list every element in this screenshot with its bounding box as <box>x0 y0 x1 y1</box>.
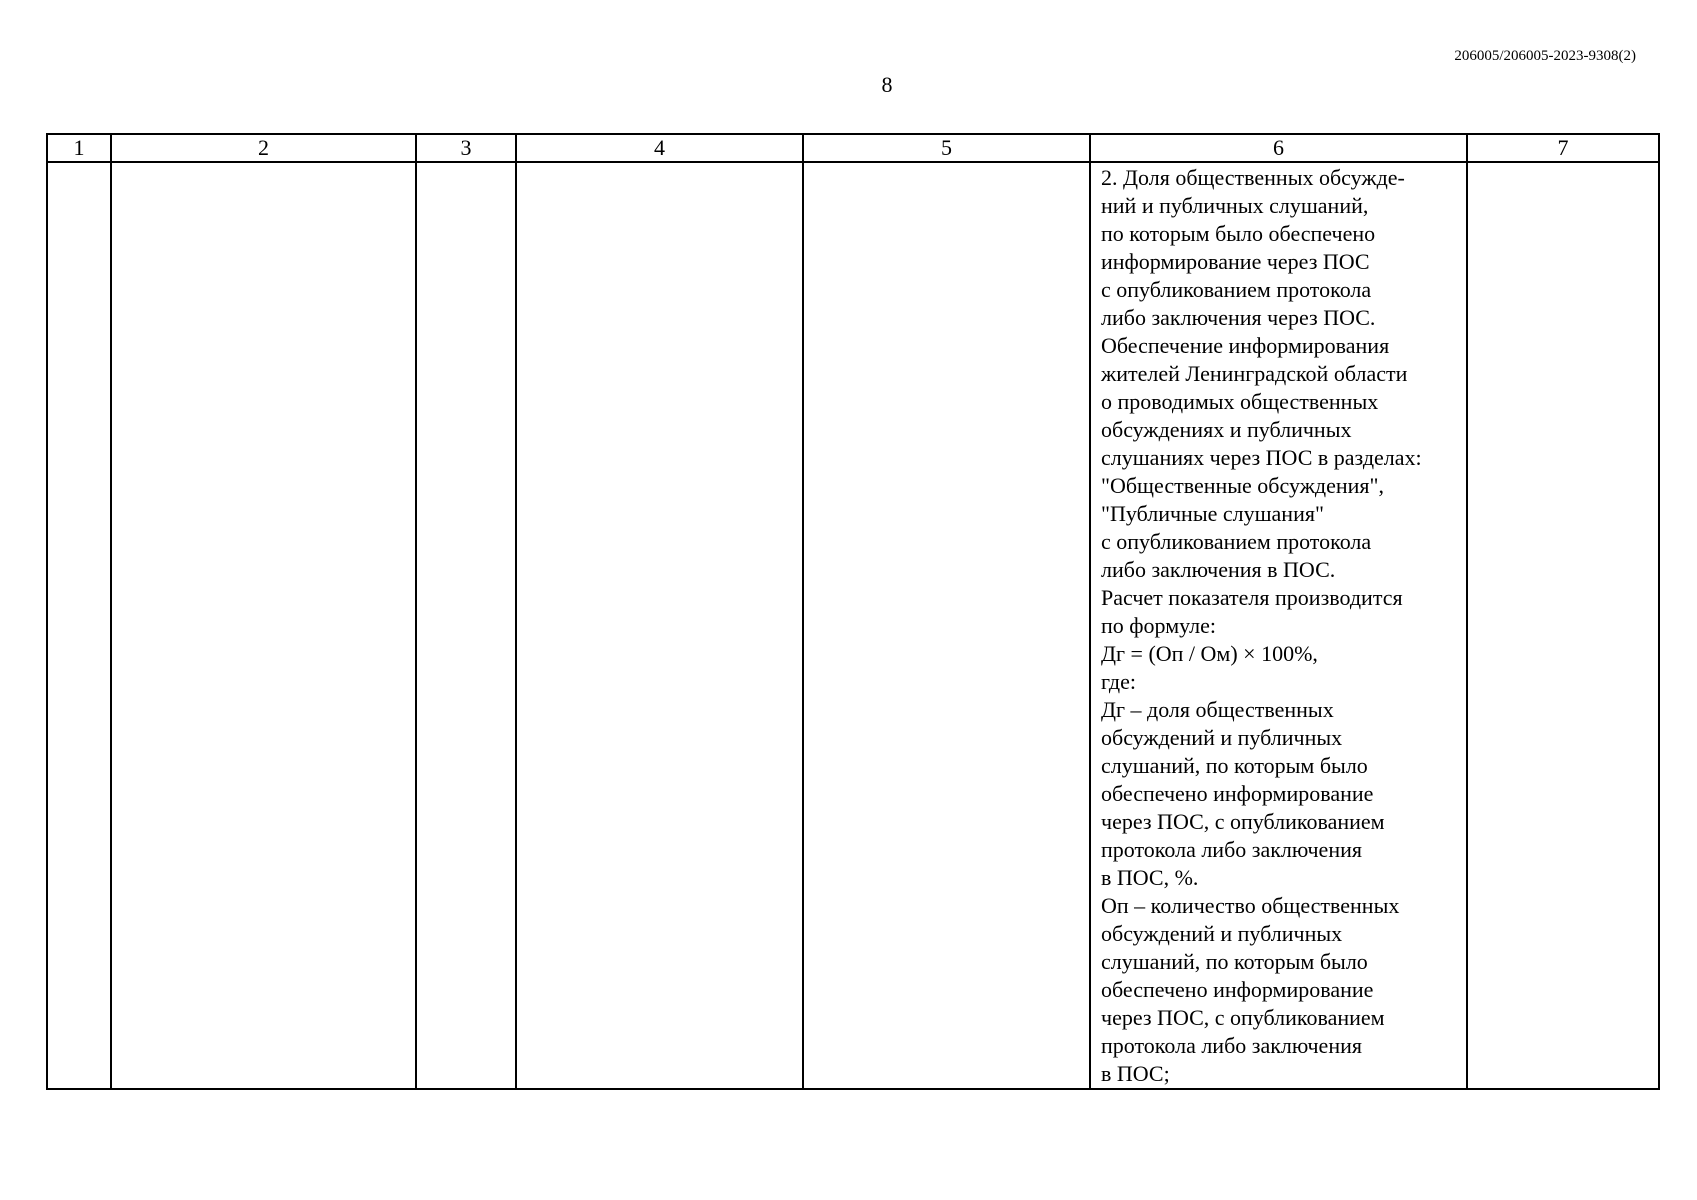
text-line: обсуждений и публичных <box>1101 921 1343 946</box>
text-line: обеспечено информирование <box>1101 977 1374 1002</box>
document-table <box>46 133 1660 1090</box>
text-line: слушаний, по которым было <box>1101 949 1368 974</box>
text-line: слушаний, по которым было <box>1101 753 1368 778</box>
text-line: 2. Доля общественных обсужде- <box>1101 165 1405 190</box>
column-header-4: 4 <box>516 134 803 162</box>
column-number-row <box>47 134 1659 162</box>
text-line: протокола либо заключения <box>1101 837 1362 862</box>
text-line: по которым было обеспечено <box>1101 221 1376 246</box>
page-number: 8 <box>881 72 893 97</box>
text-line: обеспечено информирование <box>1101 781 1374 806</box>
column-header-6: 6 <box>1090 134 1467 162</box>
column-header-3: 3 <box>416 134 516 162</box>
text-line: жителей Ленинградской области <box>1101 361 1408 386</box>
text-line: где: <box>1101 669 1136 694</box>
indicator-description <box>1091 163 1466 1088</box>
text-line: "Общественные обсуждения", <box>1101 473 1384 498</box>
cell-col-1 <box>47 162 111 1089</box>
column-header-7: 7 <box>1467 134 1659 162</box>
cell-col-5 <box>803 162 1090 1089</box>
text-line: "Публичные слушания" <box>1101 501 1324 526</box>
cell-col-2 <box>111 162 416 1089</box>
text-line: обсуждений и публичных <box>1101 725 1343 750</box>
column-header-5: 5 <box>803 134 1090 162</box>
cell-col-3 <box>416 162 516 1089</box>
column-header-2: 2 <box>111 134 416 162</box>
document-id: 206005/206005-2023-9308(2) <box>1454 48 1636 64</box>
text-line: либо заключения в ПОС. <box>1101 557 1336 582</box>
table-row <box>47 162 1659 1089</box>
text-line: Оп – количество общественных <box>1101 893 1400 918</box>
cell-col-6 <box>1090 162 1467 1089</box>
column-header-1: 1 <box>47 134 111 162</box>
cell-col-7 <box>1467 162 1659 1089</box>
text-line: в ПОС; <box>1101 1061 1170 1086</box>
text-line: информирование через ПОС <box>1101 249 1370 274</box>
text-line: Дг – доля общественных <box>1101 697 1334 722</box>
text-line: через ПОС, с опубликованием <box>1101 1005 1385 1030</box>
text-line: Дг = (Оп / Ом) × 100%, <box>1101 641 1318 666</box>
text-line: либо заключения через ПОС. <box>1101 305 1376 330</box>
text-line: с опубликованием протокола <box>1101 529 1372 554</box>
cell-col-4 <box>516 162 803 1089</box>
text-line: обсуждениях и публичных <box>1101 417 1352 442</box>
text-line: по формуле: <box>1101 613 1217 638</box>
text-line: с опубликованием протокола <box>1101 277 1372 302</box>
text-line: в ПОС, %. <box>1101 865 1199 890</box>
text-line: слушаниях через ПОС в разделах: <box>1101 445 1422 470</box>
text-line: о проводимых общественных <box>1101 389 1379 414</box>
text-line: ний и публичных слушаний, <box>1101 193 1369 218</box>
text-line: протокола либо заключения <box>1101 1033 1362 1058</box>
text-line: Расчет показателя производится <box>1101 585 1403 610</box>
text-line: через ПОС, с опубликованием <box>1101 809 1385 834</box>
text-line: Обеспечение информирования <box>1101 333 1390 358</box>
